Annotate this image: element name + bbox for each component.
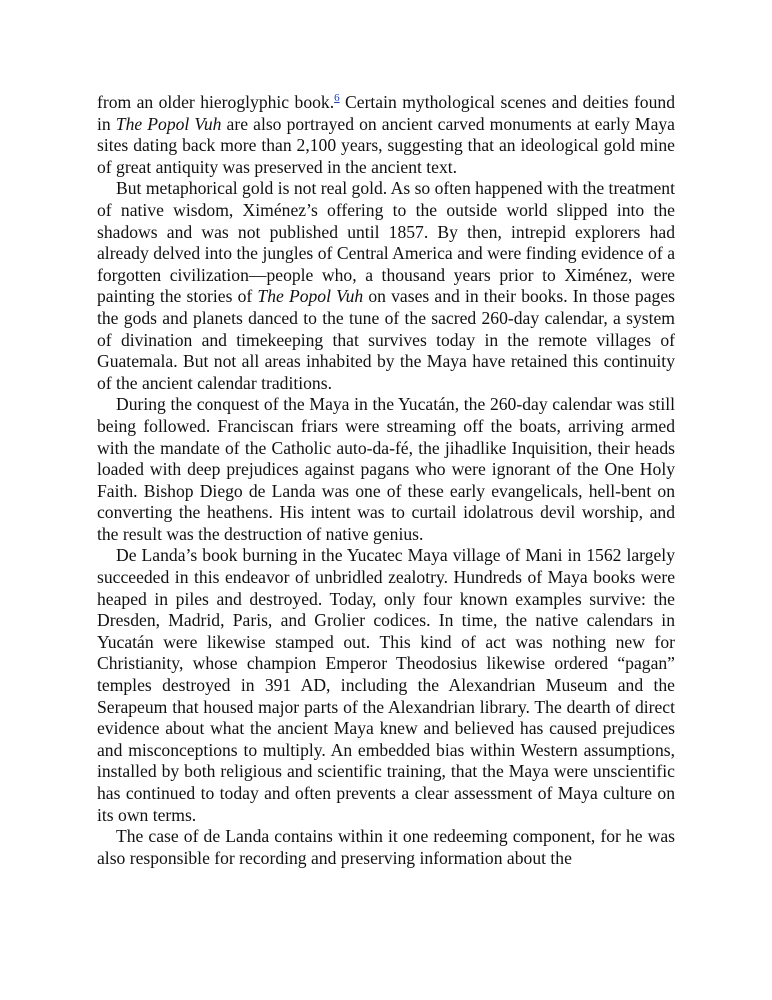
book-title: The Popol Vuh bbox=[115, 113, 222, 134]
paragraph-1 bbox=[97, 92, 675, 178]
book-title: The Popol Vuh bbox=[257, 286, 364, 307]
paragraph-4 bbox=[97, 545, 675, 826]
text-span: from an older hieroglyphic book. bbox=[97, 92, 335, 112]
text-span: De Landa’s book burning in the Yucatec Maya village of Mani in 1562 largely succeeded in this endeavor of unbridled zealotry. Hundreds of Maya books were heaped in piles and destroyed. Today, only four known examples survive: the Dresden, Madrid, Paris, and Grolier codices. In time, the native calendars in Yucatán were likewise stamped out. This kind of act was nothing new for Christianity, whose champion Emperor Theodosius likewise ordered “pagan” temples destroyed in 391 AD, including the Alexandrian Museum and the Serapeum that housed major parts of the Alexandrian library. The dearth of direct evidence about what the ancient Maya knew and believed has caused prejudices and misconceptions to multiply. An embedded bias within Western assumptions, installed by both religious and scientific training, that the Maya were unscientific has continued to today and often prevents a clear assessment of Maya culture on its own terms. bbox=[97, 545, 675, 825]
text-span: Certain mythological scenes and deities found in bbox=[97, 92, 675, 134]
footnote-link[interactable]: 6 bbox=[334, 92, 340, 104]
document-body bbox=[97, 92, 675, 869]
paragraph-2 bbox=[97, 178, 675, 394]
paragraph-3 bbox=[97, 394, 675, 545]
paragraph-5 bbox=[97, 826, 675, 869]
text-span: The case of de Landa contains within it one redeeming component, for he was also responsible for recording and preserving information about the bbox=[97, 826, 675, 868]
text-span: on vases and in their books. In those pages the gods and planets danced to the tune of the sacred 260-day calendar, a system of divination and timekeeping that survives today in the remote villages of Guatemala. But not all areas inhabited by the Maya have retained this continuity of the ancient calendar traditions. bbox=[97, 286, 675, 393]
text-span: During the conquest of the Maya in the Yucatán, the 260-day calendar was still being followed. Franciscan friars were streaming off the boats, arriving armed with the mandate of the Catholic auto-da-fé, the jihadlike Inquisition, their heads loaded with deep prejudices against pagans who were ignorant of the One Holy Faith. Bishop Diego de Landa was one of these early evangelicals, hell-bent on converting the heathens. His intent was to curtail idolatrous devil worship, and the result was the destruction of native genius. bbox=[97, 394, 675, 544]
text-span: are also portrayed on ancient carved monuments at early Maya sites dating back more than 2,100 years, suggesting that an ideological gold mine of great antiquity was preserved in the ancient text. bbox=[97, 113, 675, 177]
text-span: But metaphorical gold is not real gold. As so often happened with the treatment of native wisdom, Ximénez’s offering to the outside world slipped into the shadows and was not published until 1857. By then, intrepid explorers had already delved into the jungles of Central America and were finding evidence of a forgotten civilization—people who, a thousand years prior to Ximénez, were painting the stories of bbox=[97, 178, 675, 307]
